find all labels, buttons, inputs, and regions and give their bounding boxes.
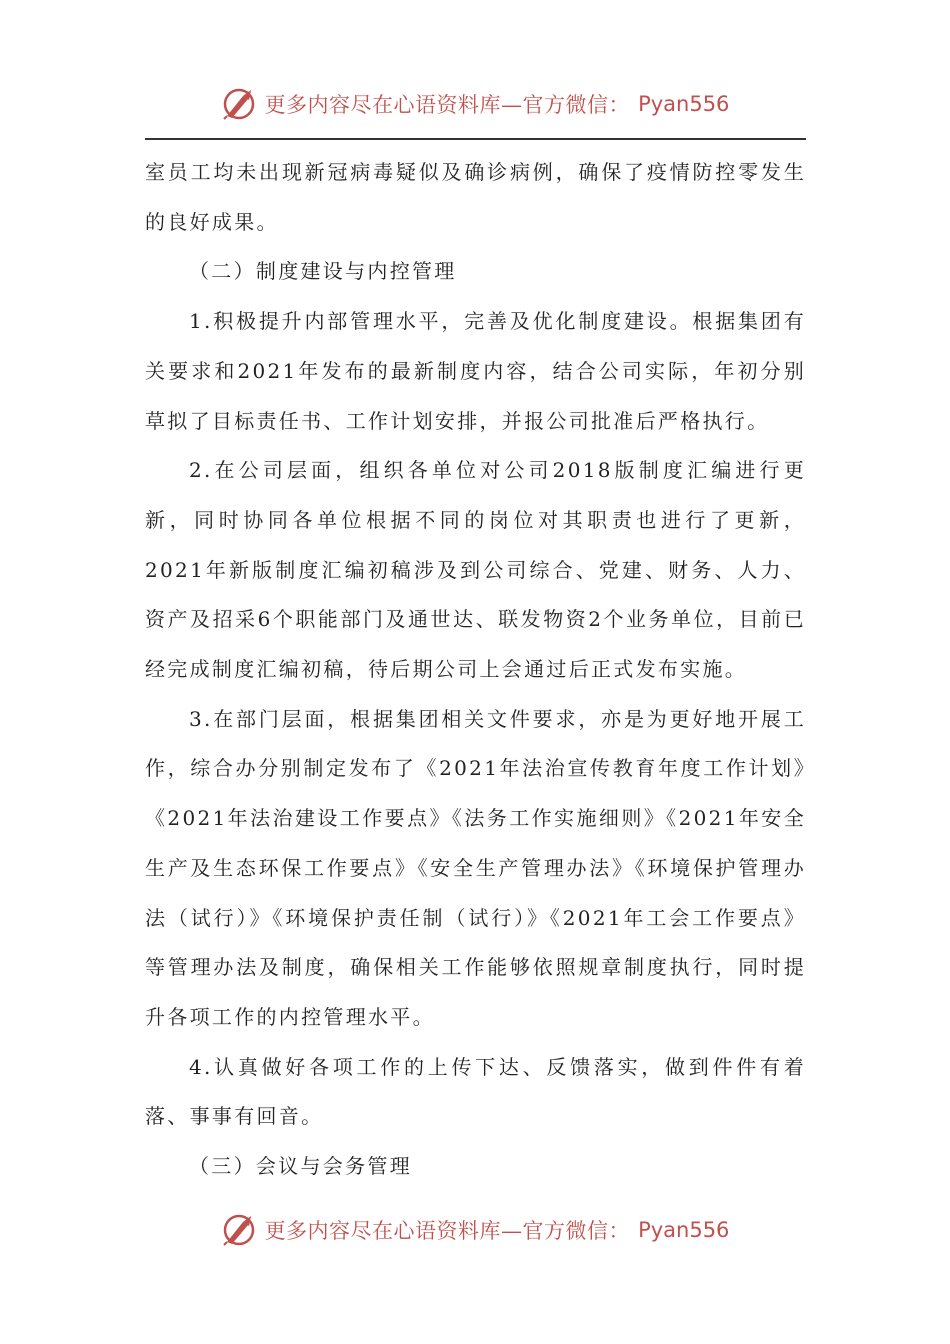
- quill-pen-logo-icon: [221, 86, 257, 122]
- paragraph-item-2: 2.在公司层面，组织各单位对公司2018版制度汇编进行更新，同时协同各单位根据不同的岗位对其职责也进行了更新，2021年新版制度汇编初稿涉及到公司综合、党建、财务、人力、资产及招采6个职能部门及通世达、联发物资2个业务单位，目前已经完成制度汇编初稿，待后期公司上会通过后正式发布实施。: [145, 458, 806, 682]
- document-body: [145, 148, 806, 1192]
- quill-pen-logo-icon: [221, 1212, 257, 1248]
- watermark-banner-top: [0, 84, 950, 124]
- watermark-brand-text: 更多内容尽在心语资料库—官方微信：: [264, 1219, 631, 1243]
- watermark-wechat-id: Pyan556: [638, 1218, 730, 1242]
- paragraph-item-1: 1.积极提升内部管理水平，完善及优化制度建设。根据集团有关要求和2021年发布的最新制度内容，结合公司实际，年初分别草拟了目标责任书、工作计划安排，并报公司批准后严格执行。: [145, 309, 806, 433]
- section-heading-2: （二）制度建设与内控管理: [189, 259, 457, 284]
- section-heading-3: （三）会议与会务管理: [189, 1154, 412, 1179]
- watermark-wechat-id: Pyan556: [638, 92, 730, 116]
- header-divider: [145, 138, 806, 140]
- paragraph-item-3: 3.在部门层面，根据集团相关文件要求，亦是为更好地开展工作，综合办分别制定发布了《2021年法治宣传教育年度工作计划》《2021年法治建设工作要点》《法务工作实施细则》《2021年安全生产及生态环保工作要点》《安全生产管理办法》《环境保护管理办法（试行）》《环境保护责任制（试行）》《2021年工会工作要点》等管理办法及制度，确保相关工作能够依照规章制度执行，同时提升各项工作的内控管理水平。: [145, 706, 806, 1029]
- watermark-brand-text: 更多内容尽在心语资料库—官方微信：: [264, 93, 631, 117]
- watermark-banner-bottom: [0, 1210, 950, 1250]
- paragraph-item-4: 4.认真做好各项工作的上传下达、反馈落实，做到件件有着落、事事有回音。: [145, 1054, 806, 1129]
- paragraph-continuation: 室员工均未出现新冠病毒疑似及确诊病例，确保了疫情防控零发生的良好成果。: [145, 160, 806, 234]
